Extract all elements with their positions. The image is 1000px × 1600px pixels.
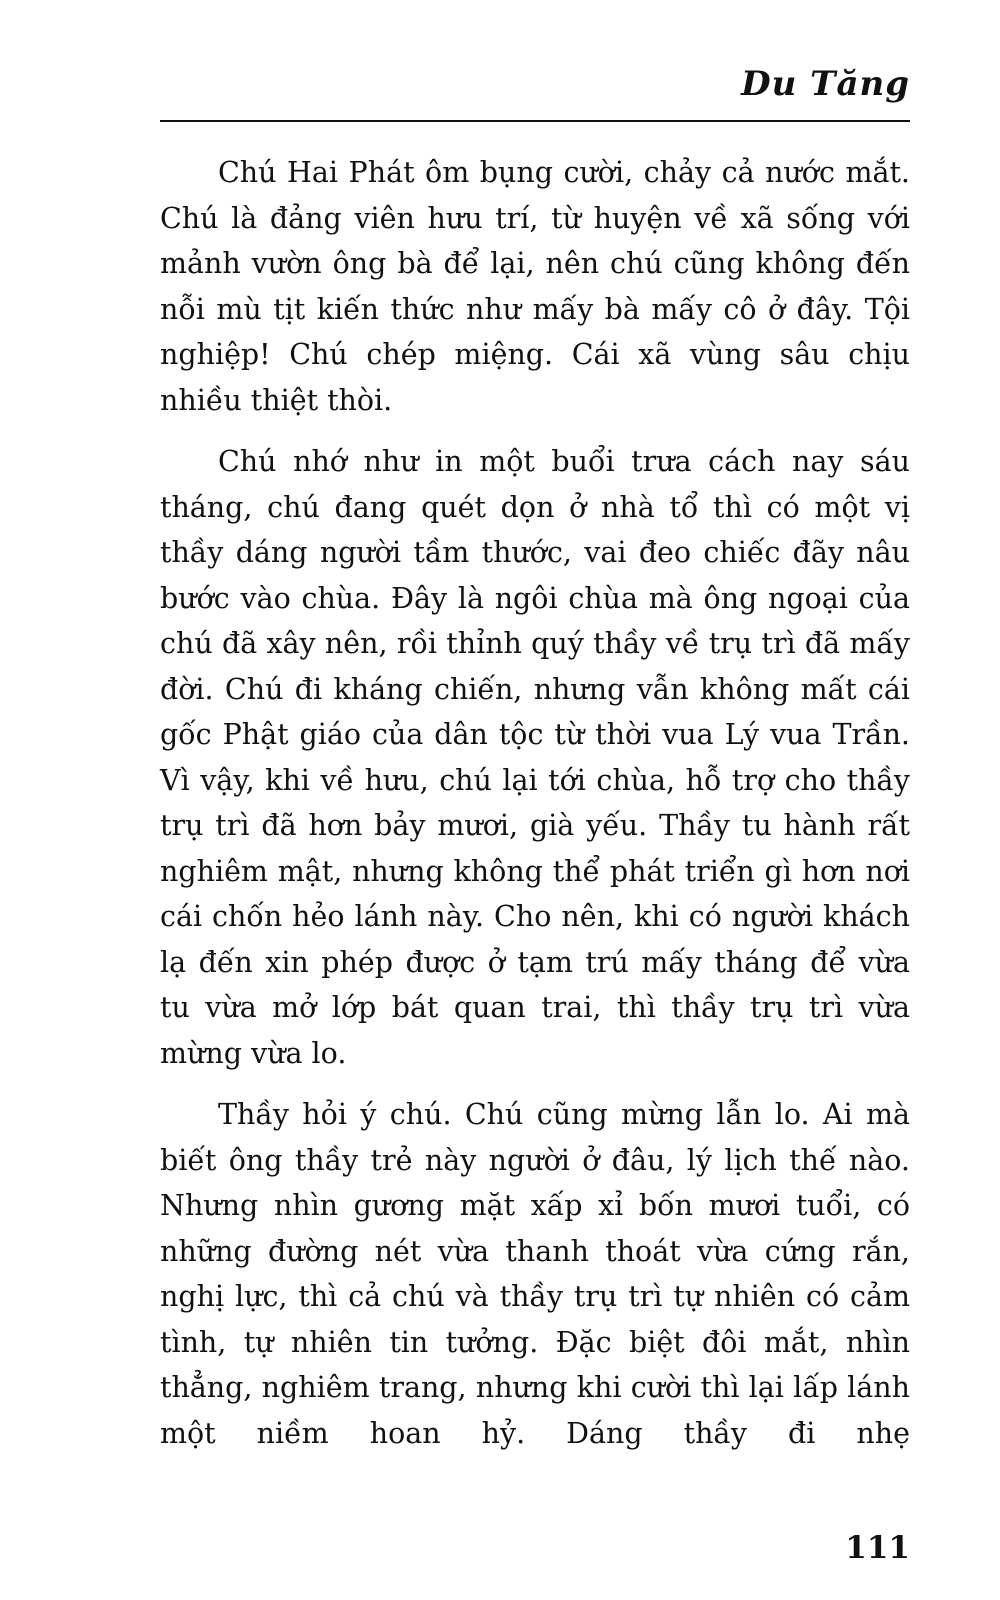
paragraph: Chú nhớ như in một buổi trưa cách nay sáu tháng, chú đang quét dọn ở nhà tổ thì có một vị thầy dáng người tầm thước, vai đeo chiếc đãy nâu bước vào chùa. Đây là ngôi chùa mà ông ngoại của chú đã xây nên, rồi thỉnh quý thầy về trụ trì đã mấy đời. Chú đi kháng chiến, nhưng vẫn không mất cái gốc Phật giáo của dân tộc từ thời vua Lý vua Trần. Vì vậy, khi về hưu, chú lại tới chùa, hỗ trợ cho thầy trụ trì đã hơn bảy mươi, già yếu. Thầy tu hành rất nghiêm mật, nhưng không thể phát triển gì hơn nơi cái chốn hẻo lánh này. Cho nên, khi có người khách lạ đến xin phép được ở tạm trú mấy tháng để vừa tu vừa mở lớp bát quan trai, thì thầy trụ trì vừa mừng vừa lo.: [160, 445, 910, 1070]
running-header: [160, 62, 910, 122]
paragraph: Chú Hai Phát ôm bụng cười, chảy cả nước mắt. Chú là đảng viên hưu trí, từ huyện về xã sống với mảnh vườn ông bà để lại, nên chú cũng không đến nỗi mù tịt kiến thức như mấy bà mấy cô ở đây. Tội nghiệp! Chú chép miệng. Cái xã vùng sâu chịu nhiều thiệt thòi.: [160, 156, 910, 417]
body-text: [160, 150, 910, 1472]
running-title: Du Tăng: [741, 64, 910, 104]
page-number: 111: [845, 1530, 910, 1566]
paragraph: Thầy hỏi ý chú. Chú cũng mừng lẫn lo. Ai mà biết ông thầy trẻ này người ở đâu, lý lịch thế nào. Nhưng nhìn gương mặt xấp xỉ bốn mươi tuổi, có những đường nét vừa thanh thoát vừa cứng rắn, nghị lực, thì cả chú và thầy trụ trì tự nhiên có cảm tình, tự nhiên tin tưởng. Đặc biệt đôi mắt, nhìn thẳng, nghiêm trang, nhưng khi cười thì lại lấp lánh một niềm hoan hỷ. Dáng thầy đi nhẹ: [160, 1098, 910, 1450]
